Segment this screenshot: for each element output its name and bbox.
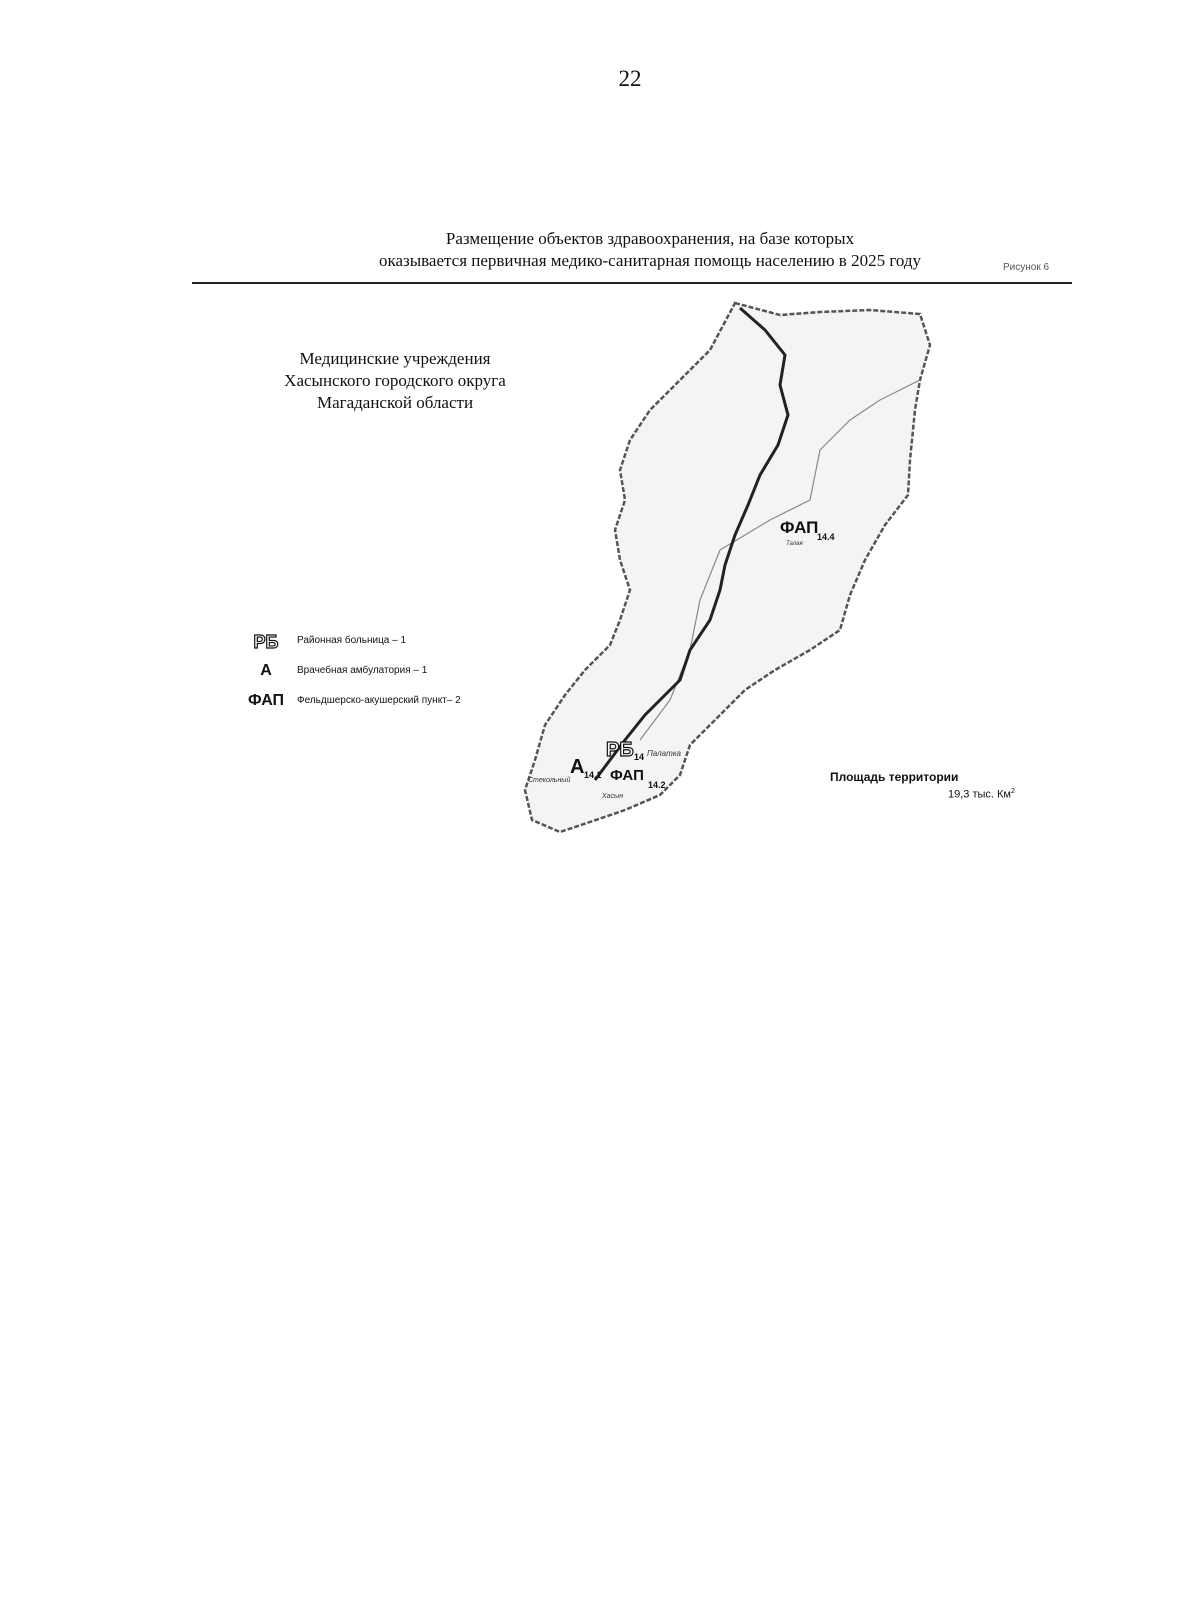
marker-fap-talaya-index: 14.4 — [817, 532, 835, 542]
territory-area-value: 19,3 тыс. Км — [948, 788, 1011, 801]
map-heading — [240, 348, 550, 414]
territory-area-value-row — [948, 788, 1015, 801]
title-divider — [192, 282, 1072, 284]
map-heading-line-1: Медицинские учреждения — [299, 349, 491, 368]
legend-text-ambulatory: Врачебная амбулатория – 1 — [297, 665, 428, 676]
ambulatory-symbol: А — [260, 662, 272, 679]
page-number: 22 — [618, 66, 642, 91]
figure-title — [290, 228, 1010, 272]
figure-title-line-2: оказывается первичная медико-санитарная помощь населению в 2025 году — [378, 251, 922, 270]
territory-area-label: Площадь территории — [830, 770, 959, 784]
marker-fap-talaya-label: ФАП — [780, 518, 819, 537]
figure-title-line-1: Размещение объектов здравоохранения, на базе которых — [445, 229, 855, 248]
marker-fap-khasyn-index: 14.2 — [648, 780, 666, 790]
marker-ambulatory-stekolny-place: Стекольный — [528, 777, 571, 784]
marker-hospital-palatka-place: Палатка — [647, 749, 682, 758]
territory-area — [830, 770, 1015, 801]
marker-fap-talaya-place: Талая — [786, 541, 803, 547]
map-heading-line-3: Магаданской области — [316, 393, 474, 412]
marker-hospital-palatka-index: 14 — [634, 752, 645, 762]
territory-area-unit-exponent: 2 — [1011, 788, 1015, 795]
marker-fap-khasyn-label: ФАП — [610, 767, 644, 784]
marker-ambulatory-stekolny-index: 14.1 — [584, 770, 602, 780]
marker-fap-khasyn-place: Хасын — [602, 793, 624, 800]
marker-ambulatory-stekolny-label: А — [570, 756, 585, 778]
hospital-symbol: РБ — [253, 632, 279, 652]
legend-text-hospital: Районная больница – 1 — [297, 635, 407, 646]
fap-symbol: ФАП — [247, 692, 285, 709]
legend-text-fap: Фельдшерско-акушерский пункт– 2 — [297, 695, 461, 706]
figure-label: Рисунок 6 — [1003, 262, 1050, 273]
marker-hospital-palatka-label: РБ — [606, 739, 634, 761]
map-heading-line-2: Хасынского городского округа — [284, 371, 506, 390]
district-boundary — [525, 303, 930, 832]
